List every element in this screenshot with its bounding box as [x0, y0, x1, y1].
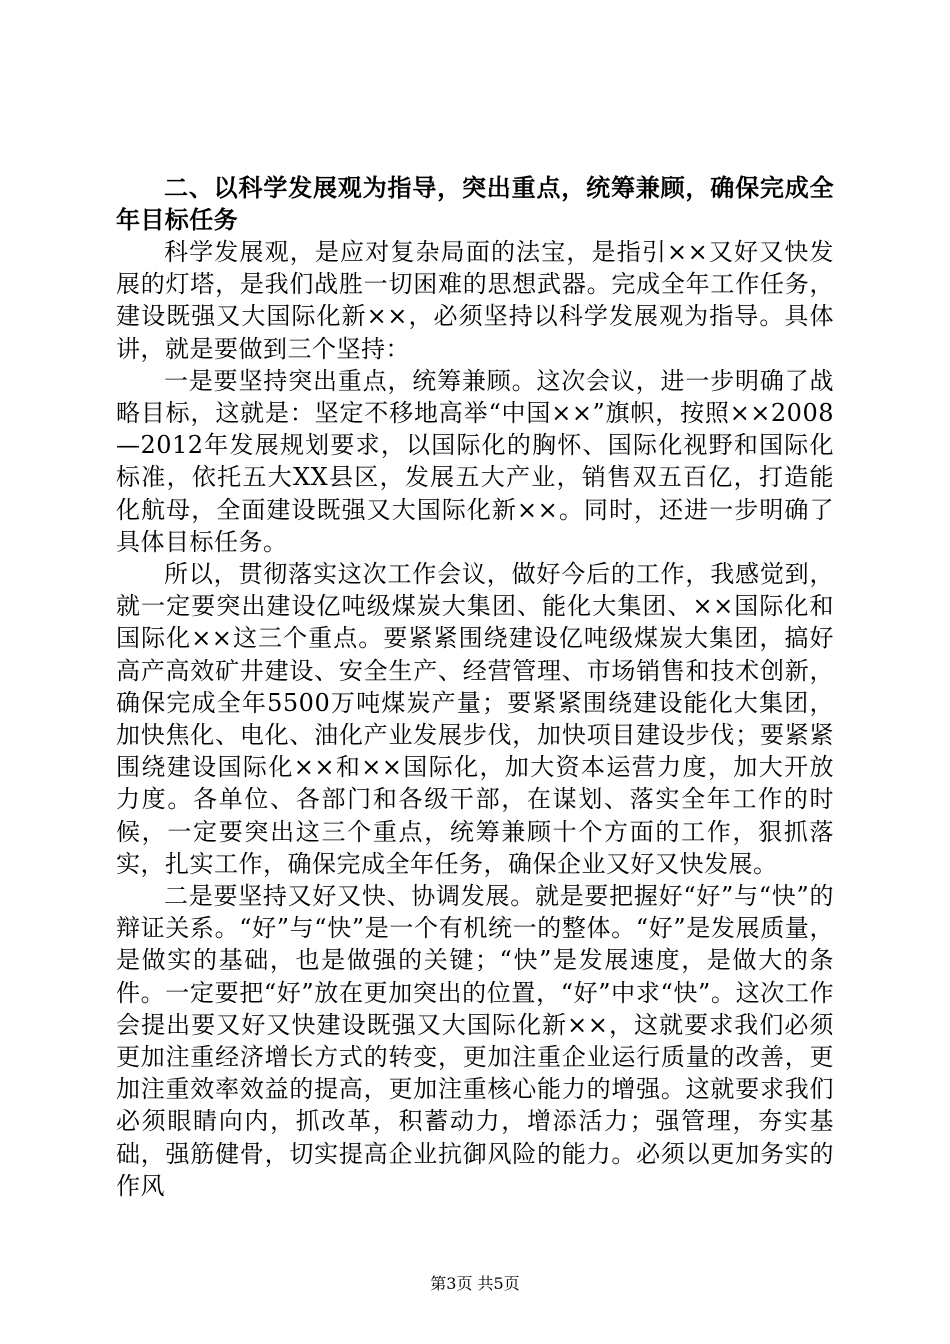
paragraph: 一是要坚持突出重点，统筹兼顾。这次会议，进一步明确了战略目标，这就是：坚定不移地高举“中国××”旗帜，按照××2008—2012年发展规划要求，以国际化的胸怀、国际化视野和国际化标准，依托五大XX县区，发展五大产业，销售双五百亿，打造能化航母，全面建设既强又大国际化新××。同时，还进一步明确了具体目标任务。 [116, 366, 834, 556]
document-body [116, 172, 834, 1202]
paragraph: 二是要坚持又好又快、协调发展。就是要把握好“好”与“快”的辩证关系。“好”与“快”是一个有机统一的整体。“好”是发展质量，是做实的基础，也是做强的关键；“快”是发展速度，是做大的条件。一定要把“好”放在更加突出的位置，“好”中求“快”。这次工作会提出要又好又快建设既强又大国际化新××，这就要求我们必须更加注重经济增长方式的转变，更加注重企业运行质量的改善，更加注重效率效益的提高，更加注重核心能力的增强。这就要求我们必须眼睛向内，抓改革，积蓄动力，增添活力；强管理，夯实基础，强筋健骨，切实提高企业抗御风险的能力。必须以更加务实的作风 [116, 882, 834, 1200]
section-heading: 二、以科学发展观为指导，突出重点，统筹兼顾，确保完成全年目标任务 [116, 174, 834, 234]
paragraph: 科学发展观，是应对复杂局面的法宝，是指引××又好又快发展的灯塔，是我们战胜一切困难的思想武器。完成全年工作任务，建设既强又大国际化新××，必须坚持以科学发展观为指导。具体讲，就是要做到三个坚持： [116, 238, 834, 363]
page-number-footer: 第3页 共5页 [430, 1274, 520, 1293]
paragraph: 所以，贯彻落实这次工作会议，做好今后的工作，我感觉到，就一定要突出建设亿吨级煤炭大集团、能化大集团、××国际化和国际化××这三个重点。要紧紧围绕建设亿吨级煤炭大集团，搞好高产高效矿井建设、安全生产、经营管理、市场销售和技术创新，确保完成全年5500万吨煤炭产量；要紧紧围绕建设能化大集团，加快焦化、电化、油化产业发展步伐，加快项目建设步伐；要紧紧围绕建设国际化××和××国际化，加大资本运营力度，加大开放力度。各单位、各部门和各级干部，在谋划、落实全年工作的时候，一定要突出这三个重点，统筹兼顾十个方面的工作，狠抓落实，扎实工作，确保完成全年任务，确保企业又好又快发展。 [116, 560, 834, 878]
